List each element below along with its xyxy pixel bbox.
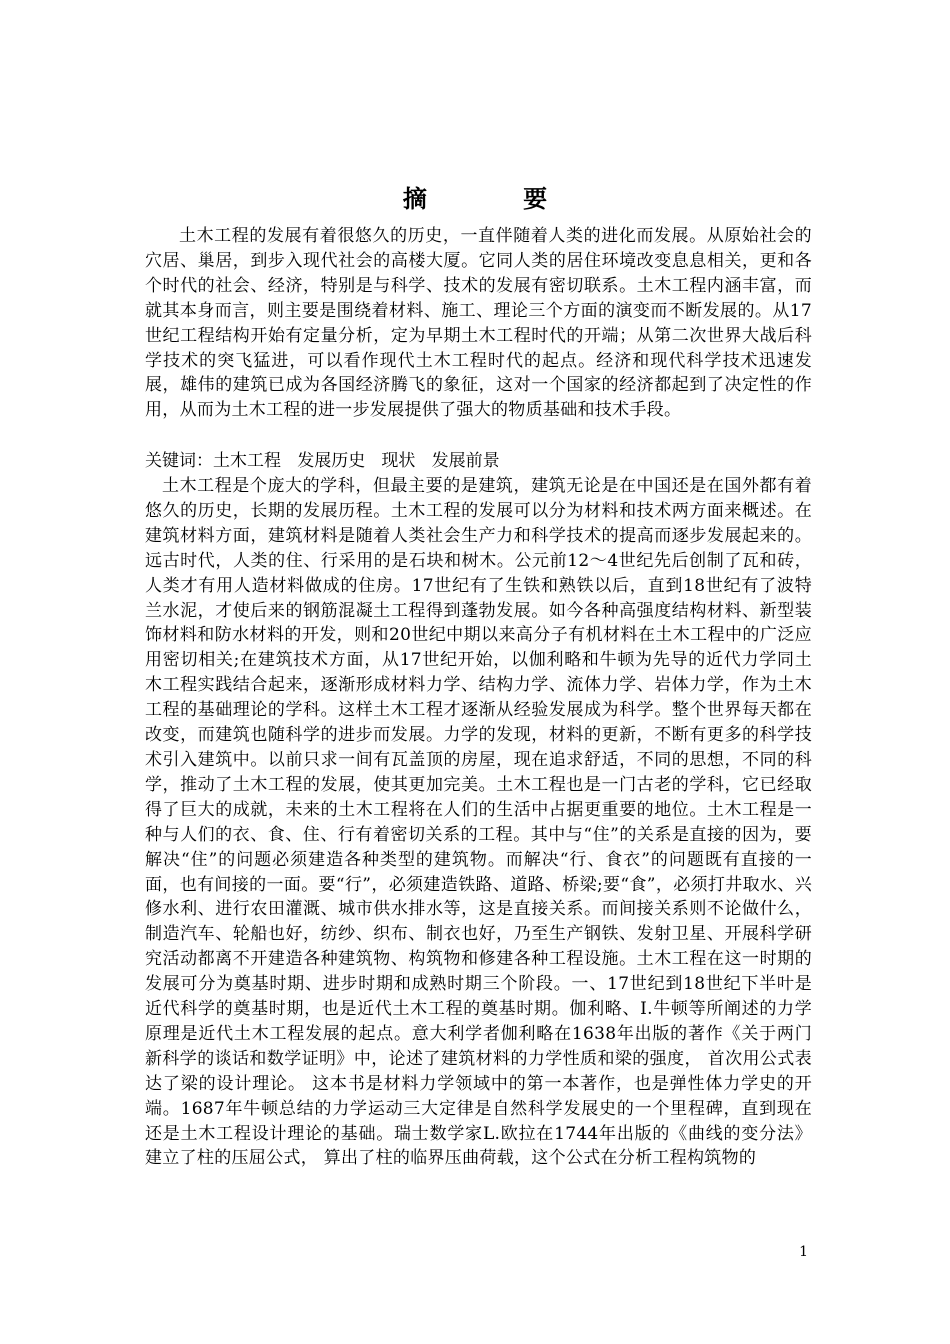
page-number: 1 — [799, 1244, 808, 1260]
abstract-paragraph: 土木工程的发展有着很悠久的历史，一直伴随着人类的进化而发展。从原始社会的穴居、巢居，到步入现代社会的高楼大厦。它同人类的居住环境改变息息相关，更和各个时代的社会、经济，特别是与科学、技术的发展有密切联系。土木工程内涵丰富，而就其本身而言，则主要是围绕着材料、施工、理论三个方面的演变而不断发展的。从17世纪工程结构开始有定量分析，定为早期土木工程时代的开端；从第二次世界大战后科学技术的突飞猛进，可以看作现代土木工程时代的起点。经济和现代科学技术迅速发展，雄伟的建筑已成为各国经济腾飞的象征，这对一个国家的经济都起到了决定性的作用，从而为土木工程的进一步发展提供了强大的物质基础和技术手段。 — [145, 226, 812, 421]
abstract-title: 摘 要 — [402, 184, 592, 213]
body-paragraph: 土木工程是个庞大的学科，但最主要的是建筑，建筑无论是在中国还是在国外都有着悠久的历史，长期的发展历程。土木工程的发展可以分为材料和技术两方面来概述。在建筑材料方面，建筑材料是随着人类社会生产力和科学技术的提高而逐步发展起来的。远古时代，人类的住、行采用的是石块和树木。公元前12～4世纪先后创制了瓦和砖，人类才有用人造材料做成的住房。17世纪有了生铁和熟铁以后，直到18世纪有了波特兰水泥，才使后来的钢筋混凝土工程得到蓬勃发展。如今各种高强度结构材料、新型装饰材料和防水材料的开发，则和20世纪中期以来高分子有机材料在土木工程中的广泛应用密切相关;在建筑技术方面，从17世纪开始，以伽利略和牛顿为先导的近代力学同土木工程实践结合起来，逐渐形成材料力学、结构力学、流体力学、岩体力学，作为土木工程的基础理论的学科。这样土木工程才逐渐从经验发展成为科学。整个世界每天都在改变，而建筑也随科学的进步而发展。力学的发现，材料的更新，不断有更多的科学技术引入建筑中。以前只求一间有瓦盖顶的房屋，现在追求舒适，不同的思想，不同的科学，推动了土木工程的发展，使其更加完美。土木工程也是一门古老的学科，它已经取得了巨大的成就，未来的土木工程将在人们的生活中占据更重要的地位。土木工程是一种与人们的衣、食、住、行有着密切关系的工程。其中与“住”的关系是直接的因为，要解决“住”的问题必须建造各种类型的建筑物。而解决“行、食衣”的问题既有直接的一面，也有间接的一面。要“行”，必须建造铁路、道路、桥梁;要“食”，必须打井取水、兴修水利、进行农田灌溉、城市供水排水等，这是直接关系。而间接关系则不论做什么，制造汽车、轮船也好，纺纱、织布、制衣也好，乃至生产钢铁、发射卫星、开展科学研究活动都离不开建造各种建筑物、构筑物和修建各种工程设施。土木工程在这一时期的发展可分为奠基时期、进步时期和成熟时期三个阶段。一、17世纪到18世纪下半叶是近代科学的奠基时期，也是近代土木工程的奠基时期。伽利略、I.牛顿等所阐述的力学原理是近代土木工程发展的起点。意大利学者伽利略在1638年出版的著作《关于两门新科学的谈话和数学证明》中，论述了建筑材料的力学性质和梁的强度， 首次用公式表达了梁的设计理论。 这本书是材料力学领域中的第一本著作，也是弹性体力学史的开端。1687年牛顿总结的力学运动三大定律是自然科学发展史的一个里程碑，直到现在还是土木工程设计理论的基础。瑞士数学家L.欧拉在1744年出版的《曲线的变分法》建立了柱的压屈公式， 算出了柱的临界压曲荷载，这个公式在分析工程构筑物的 — [145, 476, 812, 1169]
keywords-line: 关键词：土木工程 发展历史 现状 发展前景 — [145, 451, 500, 471]
